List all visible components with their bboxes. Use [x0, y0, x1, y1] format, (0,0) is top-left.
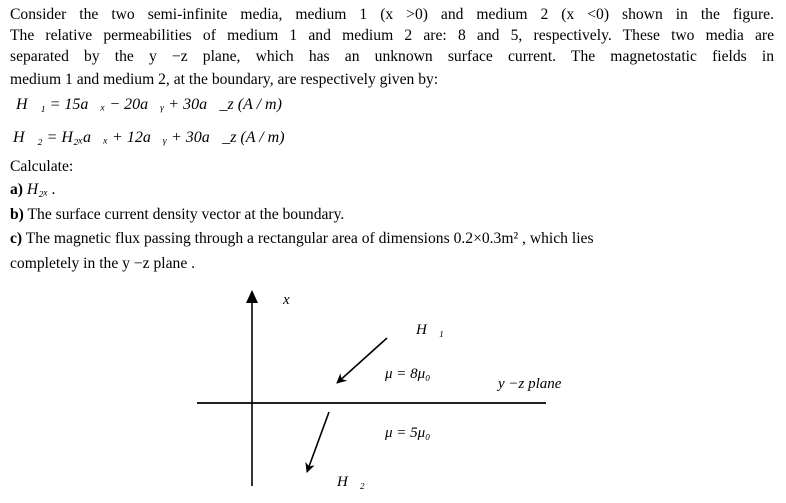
part-c-label: c) [10, 230, 23, 247]
mu-upper-label: μ = 8μ₀ [385, 366, 431, 382]
x-axis-arrowhead [246, 290, 258, 303]
h1-label: H⃗₁ [416, 322, 444, 338]
h2-label: H⃗₂ [337, 474, 365, 490]
equation-h2: H⃗₂ = H₂ₓa⃗ₓ + 12a⃗ᵧ + 30a⃗_z (A / m) [13, 129, 285, 146]
x-axis-label: x [283, 292, 290, 308]
intro-line-4: medium 1 and medium 2, at the boundary, are respectively given by: [10, 71, 439, 88]
part-c-text: The magnetic flux passing through a rectangular area of dimensions 0.2×0.3m² , which lies [25, 230, 594, 247]
plane-label: y −z plane [498, 376, 562, 392]
h2-arrow [307, 412, 329, 472]
equation-h1: H⃗₁ = 15a⃗ₓ − 20a⃗ᵧ + 30a⃗_z (A / m) [16, 96, 282, 113]
intro-line-1: Consider the two semi-infinite media, medium 1 (x >0) and medium 2 (x <0) shown in the figure. [10, 6, 774, 23]
calculate-label: Calculate: [10, 158, 74, 175]
h1-arrow [337, 338, 387, 383]
part-b-text: The surface current density vector at the boundary. [27, 206, 345, 223]
mu-lower-label: μ = 5μ₀ [385, 425, 431, 441]
part-a-label: a) [10, 181, 23, 198]
intro-line-2: The relative permeabilities of medium 1 and medium 2 are: 8 and 5, respectively. These two media are [10, 27, 774, 44]
part-b-label: b) [10, 206, 24, 223]
intro-line-3: separated by the y −z plane, which has an unknown surface current. The magnetostatic fields in [10, 48, 774, 65]
part-a-text: H₂ₓ . [26, 181, 56, 198]
part-c-continuation: completely in the y −z plane . [10, 255, 196, 272]
